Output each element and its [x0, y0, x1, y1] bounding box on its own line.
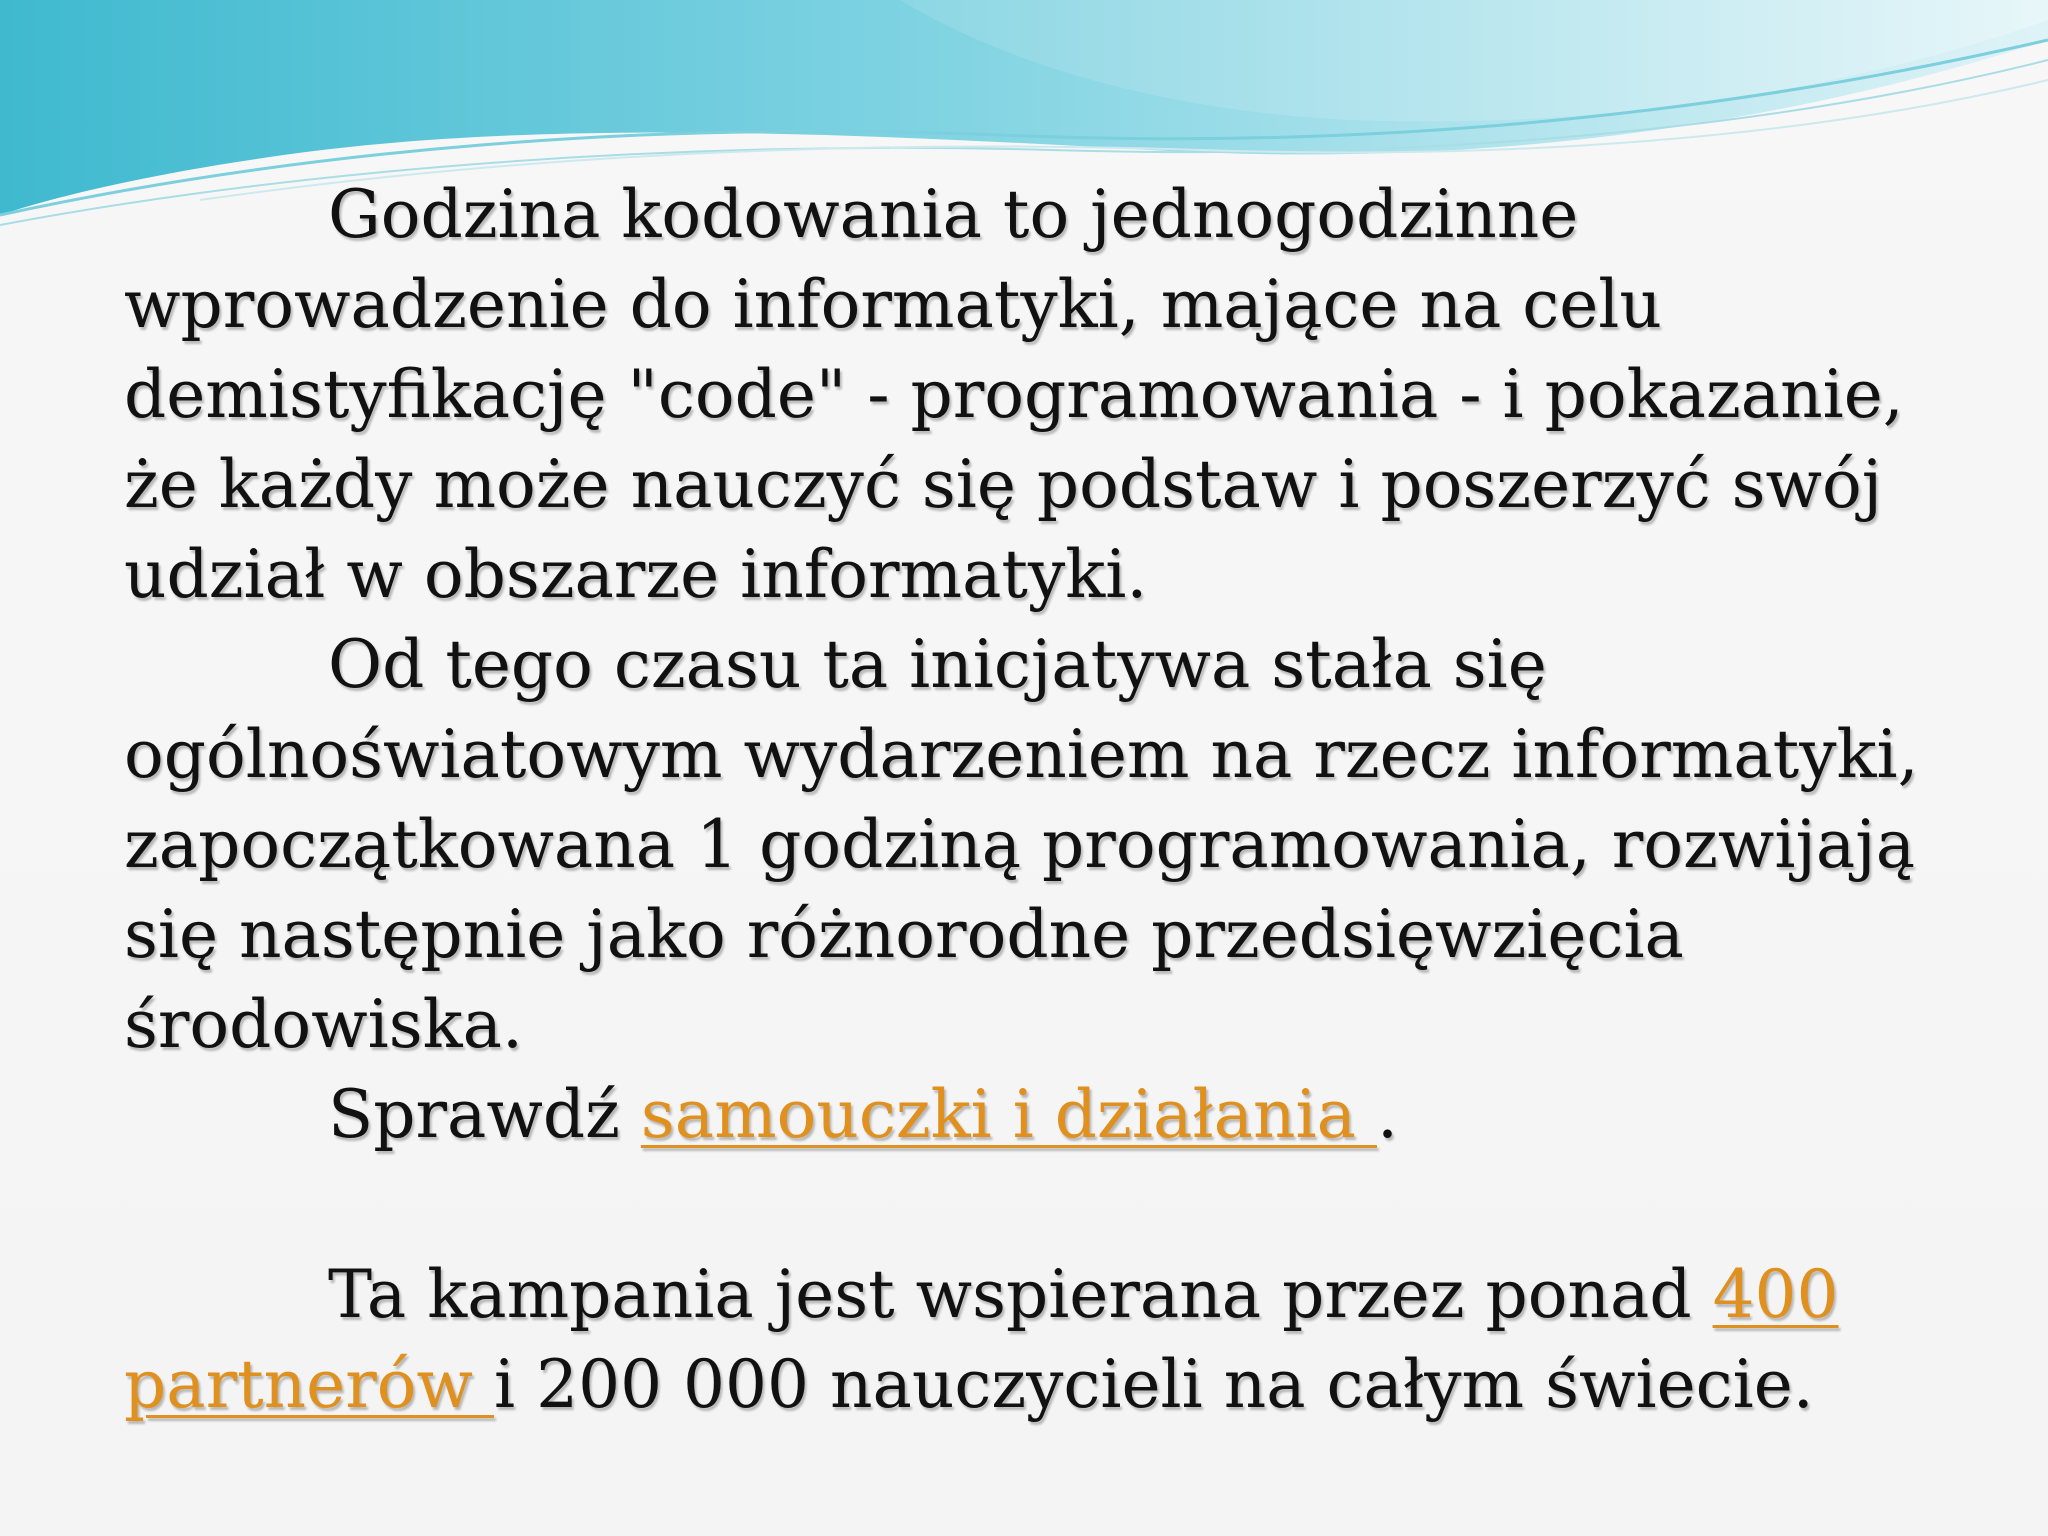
paragraph-4: [124, 1250, 1924, 1430]
paragraph-2: Od tego czasu ta inicjatywa stała się ogólnoświatowym wydarzeniem na rzecz informatyki, zapoczątkowana 1 godziną programowania, rozwijają się następnie jako różnorodne przedsięwzięcia środowiska.: [124, 626, 1919, 1063]
paragraph-3-suffix: .: [1376, 1076, 1398, 1153]
spacer: [124, 1160, 1924, 1250]
paragraph-4-suffix: i 200 000 nauczycieli na całym świecie.: [494, 1346, 1814, 1423]
paragraph-1: Godzina kodowania to jednogodzinne wprowadzenie do informatyki, mające na celu demistyfikację "code" - programowania - i pokazanie, że każdy może nauczyć się podstaw i poszerzyć swój udział w obszarze informatyki.: [124, 176, 1904, 613]
paragraph-4-prefix: Ta kampania jest wspierana przez ponad: [328, 1256, 1713, 1333]
paragraph-3-prefix: Sprawdź: [328, 1076, 641, 1153]
paragraph-3: [124, 1070, 1924, 1160]
slide-content: [124, 170, 1924, 1430]
tutorials-link[interactable]: samouczki i działania: [640, 1076, 1377, 1153]
partners-link[interactable]: 400 partnerów: [124, 1256, 1839, 1423]
